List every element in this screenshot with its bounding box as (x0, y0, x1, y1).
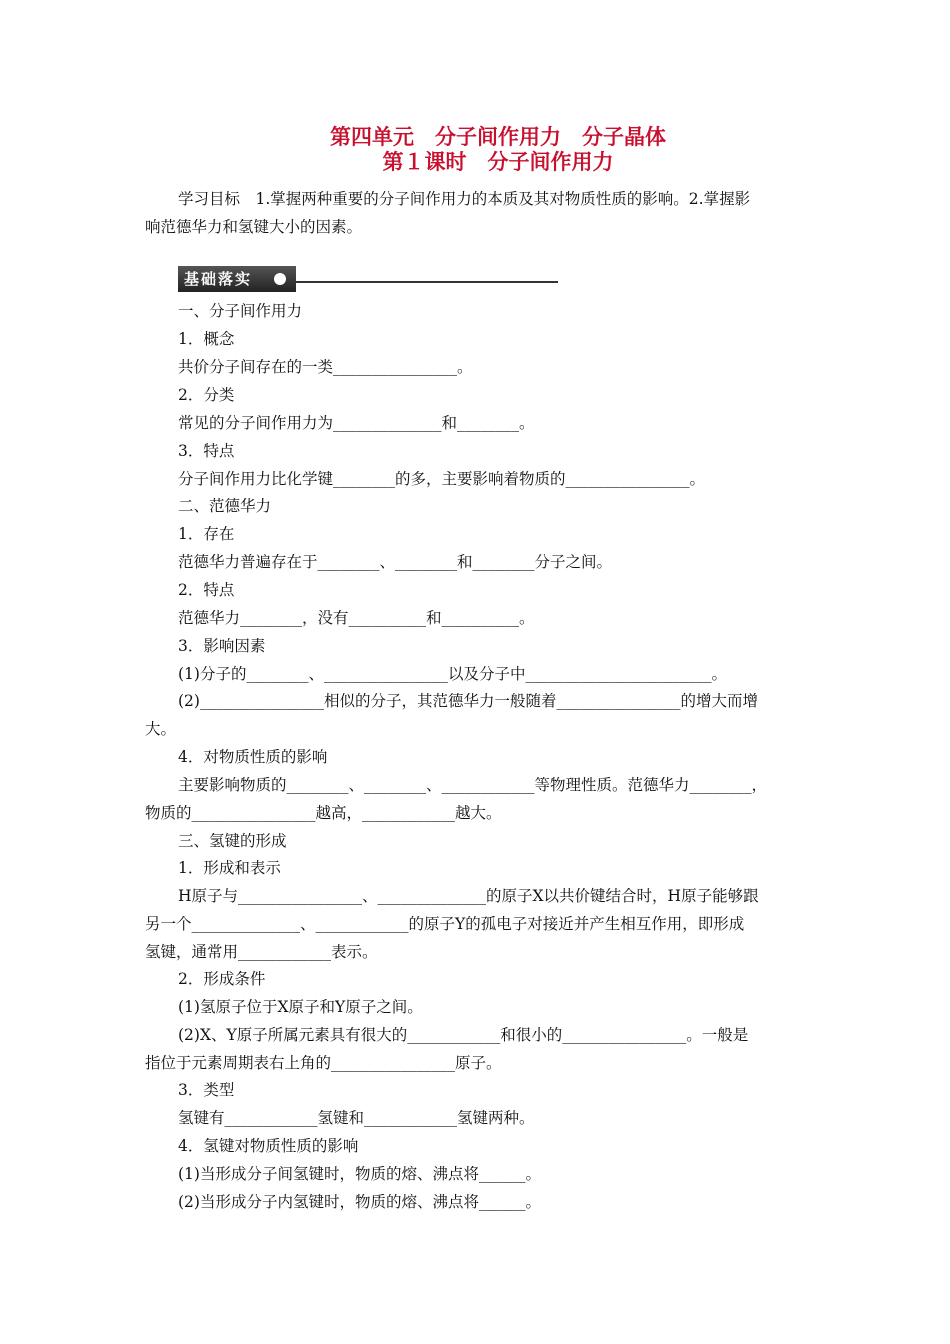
subheading: 2．形成条件 (178, 970, 266, 988)
subheading: 4．氢键对物质性质的影响 (178, 1137, 359, 1155)
fill-blank-line: (2)当形成分子内氢键时，物质的熔、沸点将______。 (178, 1193, 541, 1211)
subheading: 1．形成和表示 (178, 859, 281, 877)
fill-blank-line: (2)X、Y原子所属元素具有很大的____________和很小的________________。一般是 (178, 1026, 749, 1044)
fill-blank-line: (1)分子的________、________________以及分子中________________________。 (178, 665, 727, 683)
fill-blank-line: 另一个______________、____________的原子Y的孤电子对接近并产生相互作用，即形成 (145, 915, 745, 933)
subheading: 4．对物质性质的影响 (178, 748, 328, 766)
banner-label: 基础落实 (178, 266, 296, 292)
text-line: (1)氢原子位于X原子和Y原子之间。 (178, 998, 423, 1016)
fill-blank-line: (1)当形成分子间氢键时，物质的熔、沸点将______。 (178, 1165, 541, 1183)
subheading: 2．分类 (178, 386, 235, 404)
subheading: 3．类型 (178, 1081, 235, 1099)
fill-blank-line: 共价分子间存在的一类________________。 (178, 358, 473, 376)
fill-blank-line: 主要影响物质的________、________、____________等物理性质。范德华力________， (178, 776, 768, 794)
section-banner (178, 266, 558, 292)
subheading: 2．特点 (178, 581, 235, 599)
subheading: 3．特点 (178, 442, 235, 460)
fill-blank-line: 常见的分子间作用力为______________和________。 (178, 414, 535, 432)
subheading: 1．概念 (178, 330, 235, 348)
fill-blank-line: 氢键有____________氢键和____________氢键两种。 (178, 1109, 535, 1127)
fill-blank-line: 指位于元素周期表右上角的________________原子。 (145, 1054, 502, 1072)
heading-3: 三、氢键的形成 (178, 832, 287, 850)
text-line: 大。 (145, 720, 177, 738)
subheading: 1．存在 (178, 525, 235, 543)
fill-blank-line: (2)________________相似的分子，其范德华力一般随着________________的增大而增 (178, 692, 758, 710)
lesson-title: 第１课时 分子间作用力 (382, 149, 614, 174)
fill-blank-line: 物质的________________越高，____________越大。 (145, 804, 502, 822)
heading-1: 一、分子间作用力 (178, 302, 303, 320)
objective-line-2: 响范德华力和氢键大小的因素。 (145, 218, 363, 236)
bullet-icon (274, 273, 286, 285)
fill-blank-line: 分子间作用力比化学键________的多，主要影响着物质的________________。 (178, 470, 706, 488)
fill-blank-line: H原子与________________、______________的原子X以共价键结合时，H原子能够跟 (178, 887, 759, 905)
objective-line-1: 学习目标 1.掌握两种重要的分子间作用力的本质及其对物质性质的影响。2.掌握影 (178, 190, 751, 208)
fill-blank-line: 范德华力________，没有__________和__________。 (178, 609, 535, 627)
unit-title: 第四单元 分子间作用力 分子晶体 (330, 124, 666, 149)
fill-blank-line: 氢键，通常用____________表示。 (145, 943, 378, 961)
subheading: 3．影响因素 (178, 637, 266, 655)
banner-rule (296, 281, 558, 283)
heading-2: 二、范德华力 (178, 497, 272, 515)
fill-blank-line: 范德华力普遍存在于________、________和________分子之间。 (178, 553, 613, 571)
